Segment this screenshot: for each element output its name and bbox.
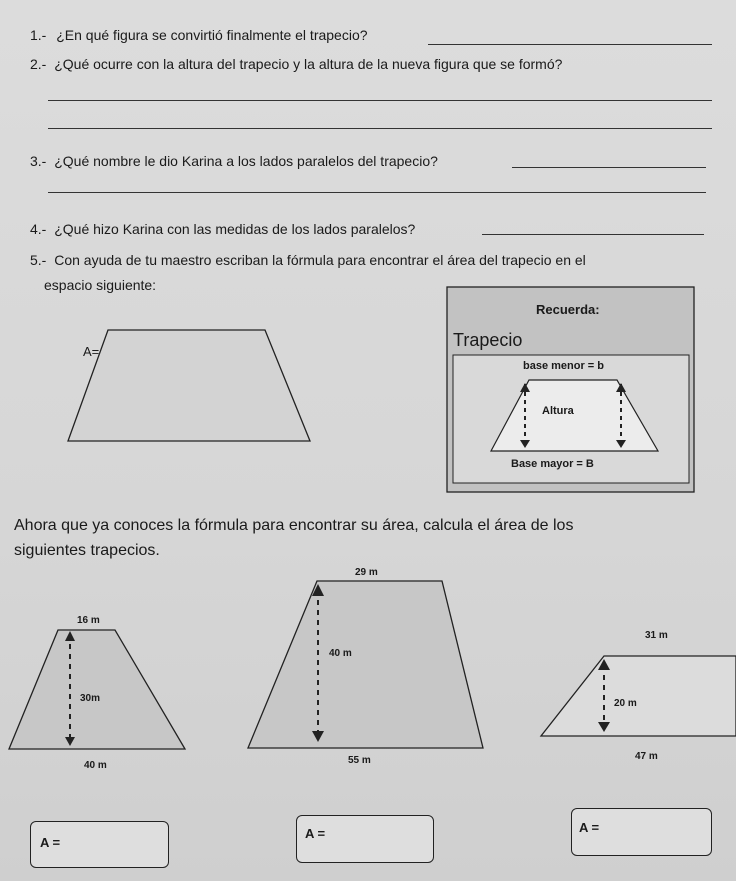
formula-label: A=	[83, 344, 100, 359]
trapezoid-1	[9, 630, 185, 749]
trapezoid-2-height-label: 40 m	[329, 648, 352, 659]
answer-box-1-label: A =	[40, 835, 61, 850]
recuerda-altura: Altura	[542, 405, 574, 417]
trapezoid-1-height-label: 30m	[80, 693, 101, 704]
trapezoid-3-top-label: 31 m	[645, 630, 668, 641]
trapezoid-3-bottom-label: 47 m	[635, 751, 658, 762]
trapezoid-1-bottom-label: 40 m	[84, 760, 107, 771]
trapezoid-3-height-label: 20 m	[614, 698, 637, 709]
recuerda-base-menor: base menor = b	[523, 360, 605, 372]
question-4-text: ¿Qué hizo Karina con las medidas de los lados paralelos?	[54, 221, 416, 237]
question-1-number: 1.-	[30, 27, 47, 43]
recuerda-heading: Recuerda:	[536, 302, 600, 317]
question-5-number: 5.-	[30, 252, 47, 268]
trapezoid-2	[248, 581, 483, 748]
trapezoid-1-top-label: 16 m	[77, 615, 100, 626]
instructions-line1: Ahora que ya conoces la fórmula para encontrar su área, calcula el área de los	[14, 517, 574, 534]
question-3-text: ¿Qué nombre le dio Karina a los lados paralelos del trapecio?	[54, 153, 438, 169]
trapezoid-2-top-label: 29 m	[355, 567, 378, 578]
recuerda-base-mayor: Base mayor = B	[511, 458, 594, 470]
question-2-text: ¿Qué ocurre con la altura del trapecio y la altura de la nueva figura que se formó?	[54, 56, 563, 72]
question-5-text-line1: Con ayuda de tu maestro escriban la fórmula para encontrar el área del trapecio en el	[54, 252, 586, 268]
answer-box-2-label: A =	[305, 826, 326, 841]
question-3-number: 3.-	[30, 153, 47, 169]
question-5-text-line2: espacio siguiente:	[44, 277, 157, 293]
recuerda-title: Trapecio	[453, 330, 523, 350]
formula-trapezoid	[68, 330, 310, 441]
answer-box-3-label: A =	[579, 820, 600, 835]
question-4-number: 4.-	[30, 221, 47, 237]
instructions-line2: siguientes trapecios.	[14, 542, 160, 559]
trapezoid-3	[541, 656, 736, 736]
trapezoid-2-bottom-label: 55 m	[348, 755, 371, 766]
question-1-text: ¿En qué figura se convirtió finalmente el trapecio?	[56, 27, 368, 43]
question-2-number: 2.-	[30, 56, 47, 72]
